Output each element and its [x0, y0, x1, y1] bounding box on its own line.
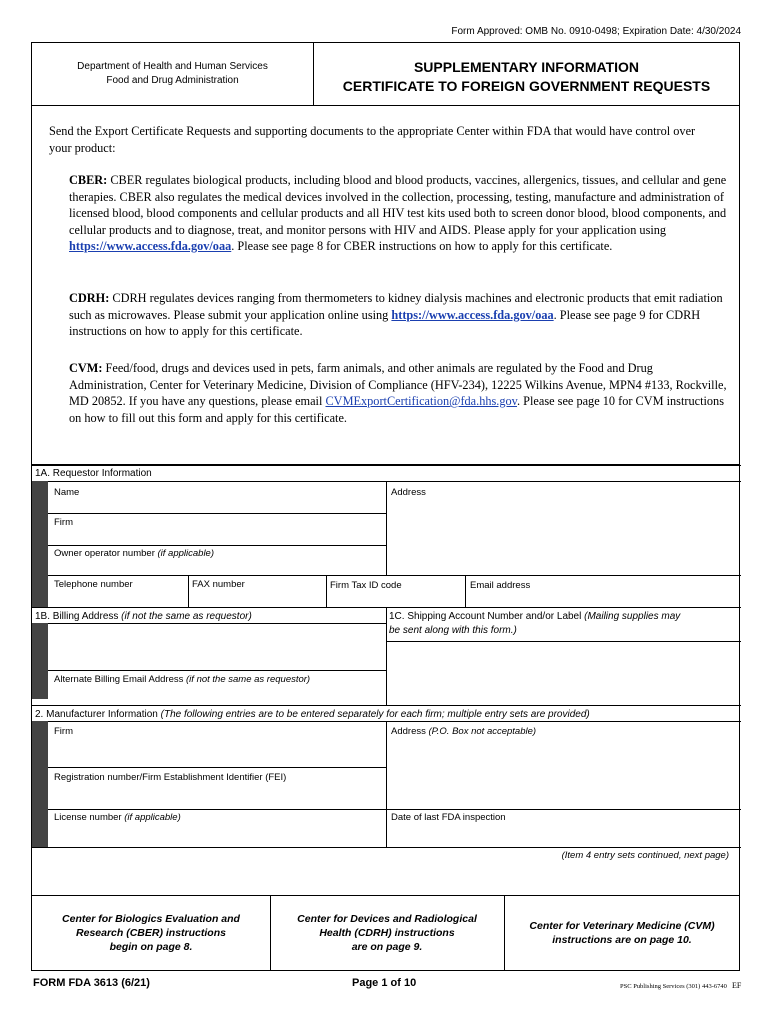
ef-mark: EF [732, 981, 742, 990]
owner-operator-label: Owner operator number (if applicable) [54, 548, 214, 559]
firm-field[interactable] [50, 528, 384, 544]
owner-operator-field[interactable] [50, 559, 384, 573]
cber-text: CBER regulates biological products, including blood and blood products, vaccines, allergenics, tissues, and cellular and gene therapies. CBER also regulates the medical devices involved in the collection, processing, testing, manufacture and administration of licensed blood, blood components and cellular products and all HIV test kits used both to screen donor blood, blood components, and cellular products and to diagnose, treat, and monitor persons with HIV and AIDS. Please apply for your application using [69, 173, 727, 237]
mfr-address-label: Address (P.O. Box not acceptable) [391, 726, 537, 737]
cber-paragraph [69, 172, 729, 255]
cvm-paragraph [69, 360, 729, 426]
cdrh-tail: . Please see page 9 for CDRH instructions on how to apply for this certificate. [69, 307, 701, 338]
cdrh-paragraph [69, 290, 729, 340]
cber-tail: . Please see page 8 for CBER instructions on how to apply for this certificate. [231, 239, 613, 253]
agency-line-2: Food and Drug Administration [106, 75, 239, 86]
section-1c-title: 1C. Shipping Account Number and/or Label (Mailing supplies may be sent along with this form.) [389, 611, 681, 636]
form-header [31, 42, 740, 106]
cvm-text: Feed/food, drugs and devices used in pets, farm animals, and other animals are regulated by the Food and Drug Administration, Center for Veterinary Medicine, Division of Compliance (HFV-234), 12225 Wilkins Avenue, MPN4 #133, Rockville, MD 20852. If you have any questions, please email [69, 361, 727, 408]
mfr-firm-label: Firm [54, 726, 73, 737]
cber-label: CBER: [69, 173, 108, 187]
license-number-field[interactable] [50, 823, 384, 845]
section-2-bar [32, 721, 48, 847]
form-id: FORM FDA 3613 (6/21) [33, 977, 150, 989]
cber-link[interactable]: https://www.access.fda.gov/oaa [69, 239, 232, 253]
registration-number-field[interactable] [50, 783, 384, 807]
last-inspection-label: Date of last FDA inspection [391, 812, 506, 823]
omb-approval-text: Form Approved: OMB No. 0910-0498; Expiration Date: 4/30/2024 [451, 26, 741, 37]
cdrh-label: CDRH: [69, 291, 110, 305]
cber-instructions-note: Center for Biologics Evaluation and Research (CBER) instructions begin on page 8. [62, 913, 240, 953]
firm-label: Firm [54, 517, 73, 528]
cdrh-link[interactable]: https://www.access.fda.gov/oaa [391, 307, 554, 322]
address-field[interactable] [389, 499, 739, 573]
continued-note: (Item 4 entry sets continued, next page) [561, 850, 729, 861]
cdrh-instructions-note: Center for Devices and Radiological Health (CDRH) instructions are on page 9. [297, 913, 477, 953]
cvm-email-link[interactable]: CVMExportCertification@fda.hhs.gov [325, 394, 518, 408]
shipping-account-field[interactable] [389, 643, 739, 703]
firm-tax-id-field[interactable] [328, 591, 463, 605]
cvm-label: CVM: [69, 361, 103, 375]
firm-tax-id-label: Firm Tax ID code [330, 580, 402, 591]
telephone-field[interactable] [50, 590, 186, 605]
billing-address-field[interactable] [50, 625, 384, 665]
section-1a-title: 1A. Requestor Information [35, 468, 152, 479]
agency-block [32, 43, 314, 105]
address-label: Address [391, 487, 426, 498]
alt-billing-email-label: Alternate Billing Email Address (if not the same as requestor) [54, 674, 311, 685]
request-form [31, 464, 740, 896]
mfr-address-field[interactable] [389, 737, 739, 807]
license-number-label: License number (if applicable) [54, 812, 181, 823]
instructions-section [31, 106, 740, 464]
section-2-title: 2. Manufacturer Information (The following entries are to be entered separately for each firm; multiple entry sets are provided) [35, 709, 590, 720]
fax-field[interactable] [190, 590, 324, 605]
mfr-firm-field[interactable] [50, 737, 384, 765]
telephone-label: Telephone number [54, 579, 133, 590]
fax-label: FAX number [192, 579, 245, 590]
cvm-tail: . Please see page 10 for CVM instructions on how to fill out this form and apply for this certificate. [69, 394, 724, 425]
registration-number-label: Registration number/Firm Establishment Identifier (FEI) [54, 772, 287, 783]
agency-line-1: Department of Health and Human Services [77, 61, 268, 72]
cvm-instructions-note: Center for Veterinary Medicine (CVM) instructions are on page 10. [529, 920, 715, 946]
page-number: Page 1 of 10 [352, 977, 417, 989]
section-1a-bar [32, 481, 48, 607]
email-label: Email address [470, 580, 531, 591]
center-instructions [31, 896, 740, 971]
name-label: Name [54, 487, 80, 498]
section-1b-title: 1B. Billing Address (if not the same as requestor) [35, 611, 252, 622]
section-1b-bar [32, 623, 48, 699]
alt-billing-email-field[interactable] [50, 686, 384, 703]
cdrh-text: CDRH regulates devices ranging from thermometers to kidney dialysis machines and electronic products that emit radiation such as microwaves. Please submit your application online using [69, 291, 723, 322]
email-field[interactable] [467, 591, 739, 605]
last-inspection-field[interactable] [389, 823, 739, 845]
title-line-1: SUPPLEMENTARY INFORMATION [413, 59, 640, 75]
publisher-note: PSC Publishing Services (301) 443-6740 [620, 983, 727, 990]
title-line-2: CERTIFICATE TO FOREIGN GOVERNMENT REQUESTS [342, 78, 711, 94]
intro-paragraph: Send the Export Certificate Requests and supporting documents to the appropriate Center within FDA that would have control over your product: [49, 124, 696, 155]
